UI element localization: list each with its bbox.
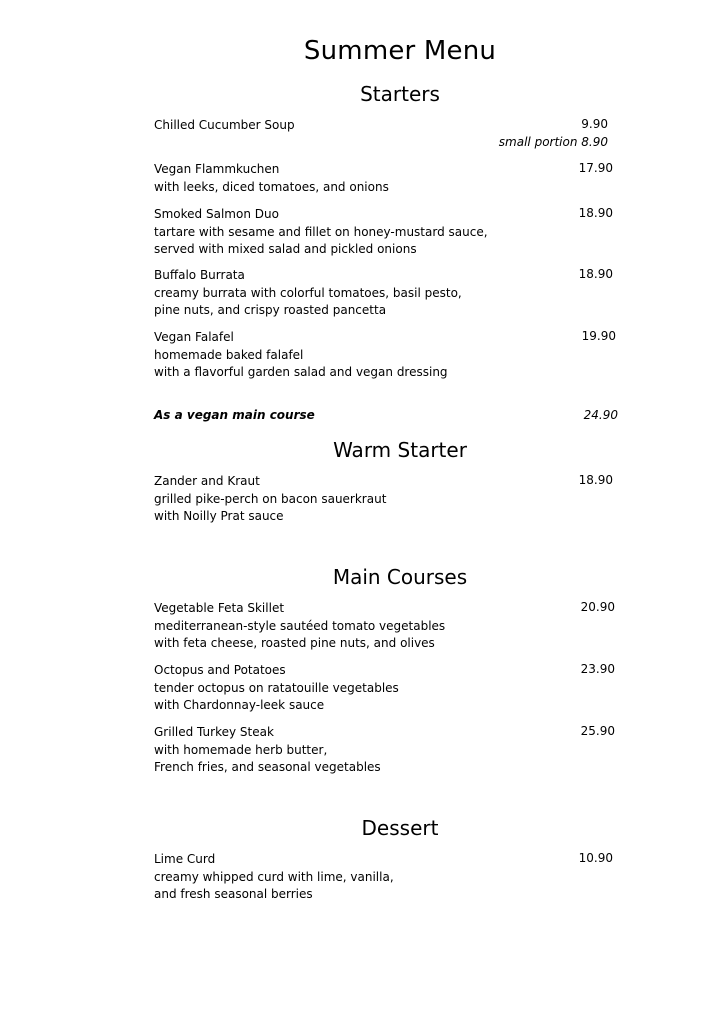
menu-item <box>154 724 381 777</box>
section-heading-dessert: Dessert <box>361 816 439 840</box>
item-description: homemade baked falafel <box>154 347 304 362</box>
item-price: 18.90 <box>578 473 613 487</box>
menu-item <box>154 161 389 196</box>
small-portion-price: small portion 8.90 <box>498 135 608 149</box>
item-description: with feta cheese, roasted pine nuts, and olives <box>154 636 435 650</box>
item-price: 19.90 <box>581 329 616 343</box>
item-price: 9.90 <box>581 117 608 131</box>
item-description: with a flavorful garden salad and vegan dressing <box>154 365 448 379</box>
section-heading-starters: Starters <box>360 82 440 106</box>
menu-item <box>154 600 445 653</box>
menu-item <box>154 662 399 715</box>
vegan-main-note: As a vegan main course <box>154 408 315 422</box>
section-heading-main-courses: Main Courses <box>332 565 468 589</box>
item-name: Lime Curd <box>154 852 216 866</box>
menu-item <box>154 206 488 259</box>
vegan-main-price: 24.90 <box>583 408 618 422</box>
item-name: Vegetable Feta Skillet <box>154 601 285 615</box>
item-description: with homemade herb butter, <box>154 742 328 757</box>
item-price: 10.90 <box>578 851 613 865</box>
menu-item <box>154 329 448 382</box>
item-name: Chilled Cucumber Soup <box>154 118 295 132</box>
item-description: tartare with sesame and fillet on honey-mustard sauce, <box>154 224 488 239</box>
menu-item <box>154 473 386 526</box>
item-name: Buffalo Burrata <box>154 268 245 282</box>
item-price: 17.90 <box>578 161 613 175</box>
item-price: 23.90 <box>580 662 615 676</box>
item-name: Smoked Salmon Duo <box>154 207 279 221</box>
item-price: 25.90 <box>580 724 615 738</box>
item-description: creamy whipped curd with lime, vanilla, <box>154 869 394 884</box>
item-description: pine nuts, and crispy roasted pancetta <box>154 303 387 317</box>
item-description: and fresh seasonal berries <box>154 887 313 901</box>
item-name: Vegan Falafel <box>154 330 234 344</box>
item-description: with leeks, diced tomatoes, and onions <box>154 179 389 194</box>
item-name: Vegan Flammkuchen <box>154 162 280 176</box>
menu-item <box>154 117 295 135</box>
item-description: French fries, and seasonal vegetables <box>154 760 381 774</box>
item-name: Zander and Kraut <box>154 474 260 488</box>
item-description: creamy burrata with colorful tomatoes, basil pesto, <box>154 285 462 300</box>
item-description: grilled pike-perch on bacon sauerkraut <box>154 491 387 506</box>
item-name: Grilled Turkey Steak <box>154 725 274 739</box>
item-price: 18.90 <box>578 206 613 220</box>
page-title: Summer Menu <box>303 36 497 66</box>
menu-item <box>154 267 462 320</box>
item-price: 20.90 <box>580 600 615 614</box>
item-price: 18.90 <box>578 267 613 281</box>
section-heading-warm-starter: Warm Starter <box>333 438 467 462</box>
item-description: tender octopus on ratatouille vegetables <box>154 680 399 695</box>
item-name: Octopus and Potatoes <box>154 663 286 677</box>
item-description: served with mixed salad and pickled onions <box>154 242 417 256</box>
item-description: with Noilly Prat sauce <box>154 509 284 523</box>
menu-item <box>154 851 394 904</box>
item-description: mediterranean-style sautéed tomato vegetables <box>154 618 446 633</box>
item-description: with Chardonnay-leek sauce <box>154 698 325 712</box>
